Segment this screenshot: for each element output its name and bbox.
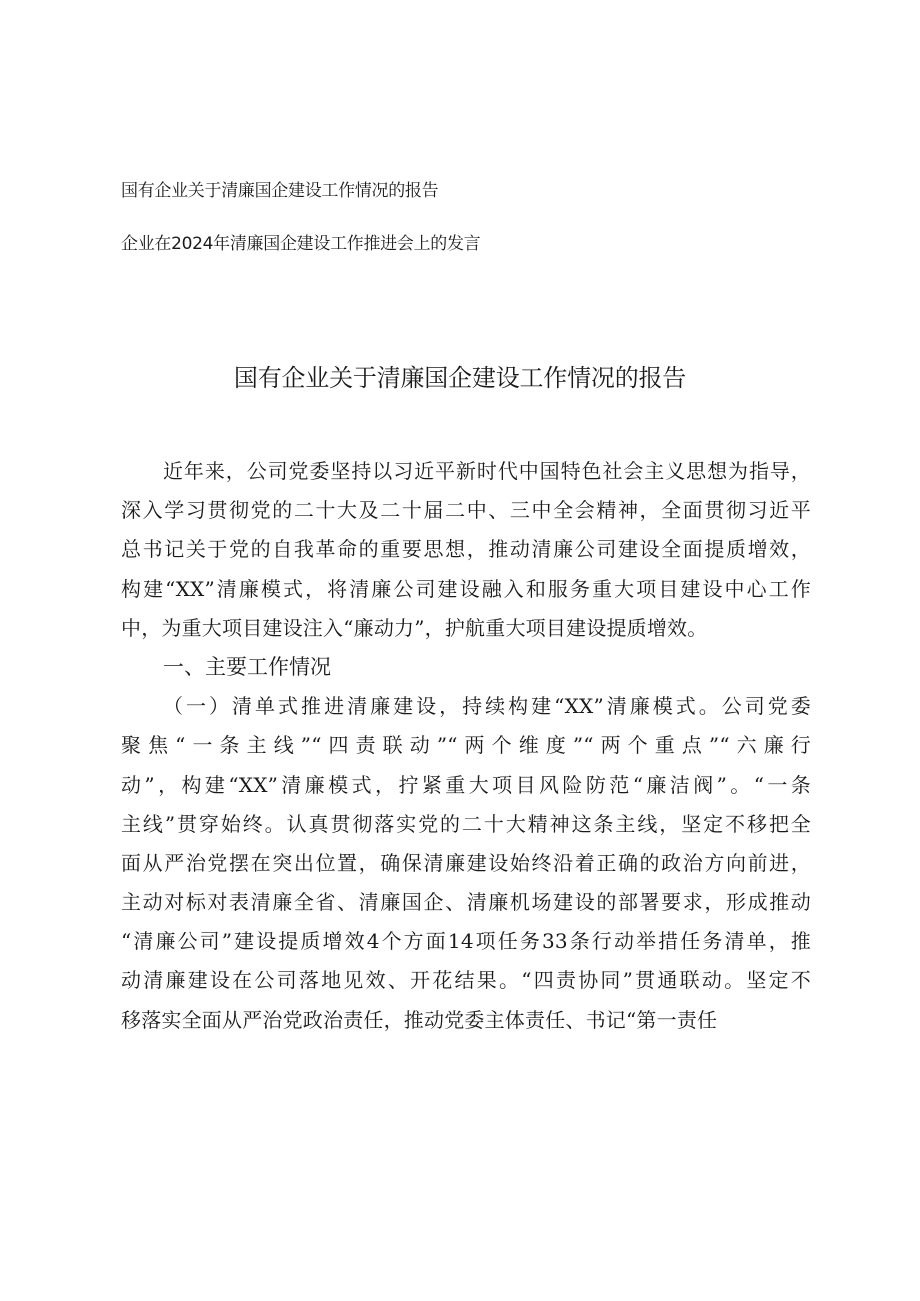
toc-item: 企业在2024年清廉国企建设工作推进会上的发言 <box>121 234 481 254</box>
paragraph-line: 中，为重大项目建设注入“廉动力”，护航重大项目建设提质增效。 <box>121 615 708 640</box>
paragraph-line: 动清廉建设在公司落地见效、开花结果。“四责协同”贯通联动。坚定不 <box>121 968 811 993</box>
paragraph-line: 动”，构建“XX”清廉模式，拧紧重大项目风险防范“廉洁阀”。“一条 <box>121 772 811 797</box>
paragraph-line: 移落实全面从严治党政治责任，推动党委主体责任、书记“第一责任 <box>121 1007 718 1032</box>
paragraph-line: 主动对标对表清廉全省、清廉国企、清廉机场建设的部署要求，形成推动 <box>121 890 811 915</box>
document-body <box>121 452 811 1040</box>
paragraph-line: 面从严治党摆在突出位置，确保清廉建设始终沿着正确的政治方向前进， <box>121 850 811 875</box>
paragraph-line: 总书记关于党的自我革命的重要思想，推动清廉公司建设全面提质增效， <box>121 537 811 562</box>
table-of-contents <box>121 178 821 257</box>
paragraph-line: 构建“XX”清廉模式，将清廉公司建设融入和服务重大项目建设中心工作 <box>121 576 811 601</box>
paragraph-line: 深入学习贯彻党的二十大及二十届二中、三中全会精神，全面贯彻习近平 <box>121 498 811 523</box>
paragraph-line: 主线”贯穿始终。认真贯彻落实党的二十大精神这条主线，坚定不移把全 <box>121 811 811 836</box>
paragraph-line: 聚焦“一条主线”“四责联动”“两个维度”“两个重点”“六廉行 <box>121 733 811 758</box>
paragraph-line: “清廉公司”建设提质增效4个方面14项任务33条行动举措任务清单，推 <box>121 929 811 954</box>
section-heading: 一、主要工作情况 <box>163 654 331 679</box>
paragraph-line: 近年来，公司党委坚持以习近平新时代中国特色社会主义思想为指导， <box>163 459 811 483</box>
paragraph-line: （一）清单式推进清廉建设，持续构建“XX”清廉模式。公司党委 <box>163 694 811 719</box>
document-title: 国有企业关于清廉国企建设工作情况的报告 <box>233 364 687 392</box>
toc-item: 国有企业关于清廉国企建设工作情况的报告 <box>121 181 439 201</box>
